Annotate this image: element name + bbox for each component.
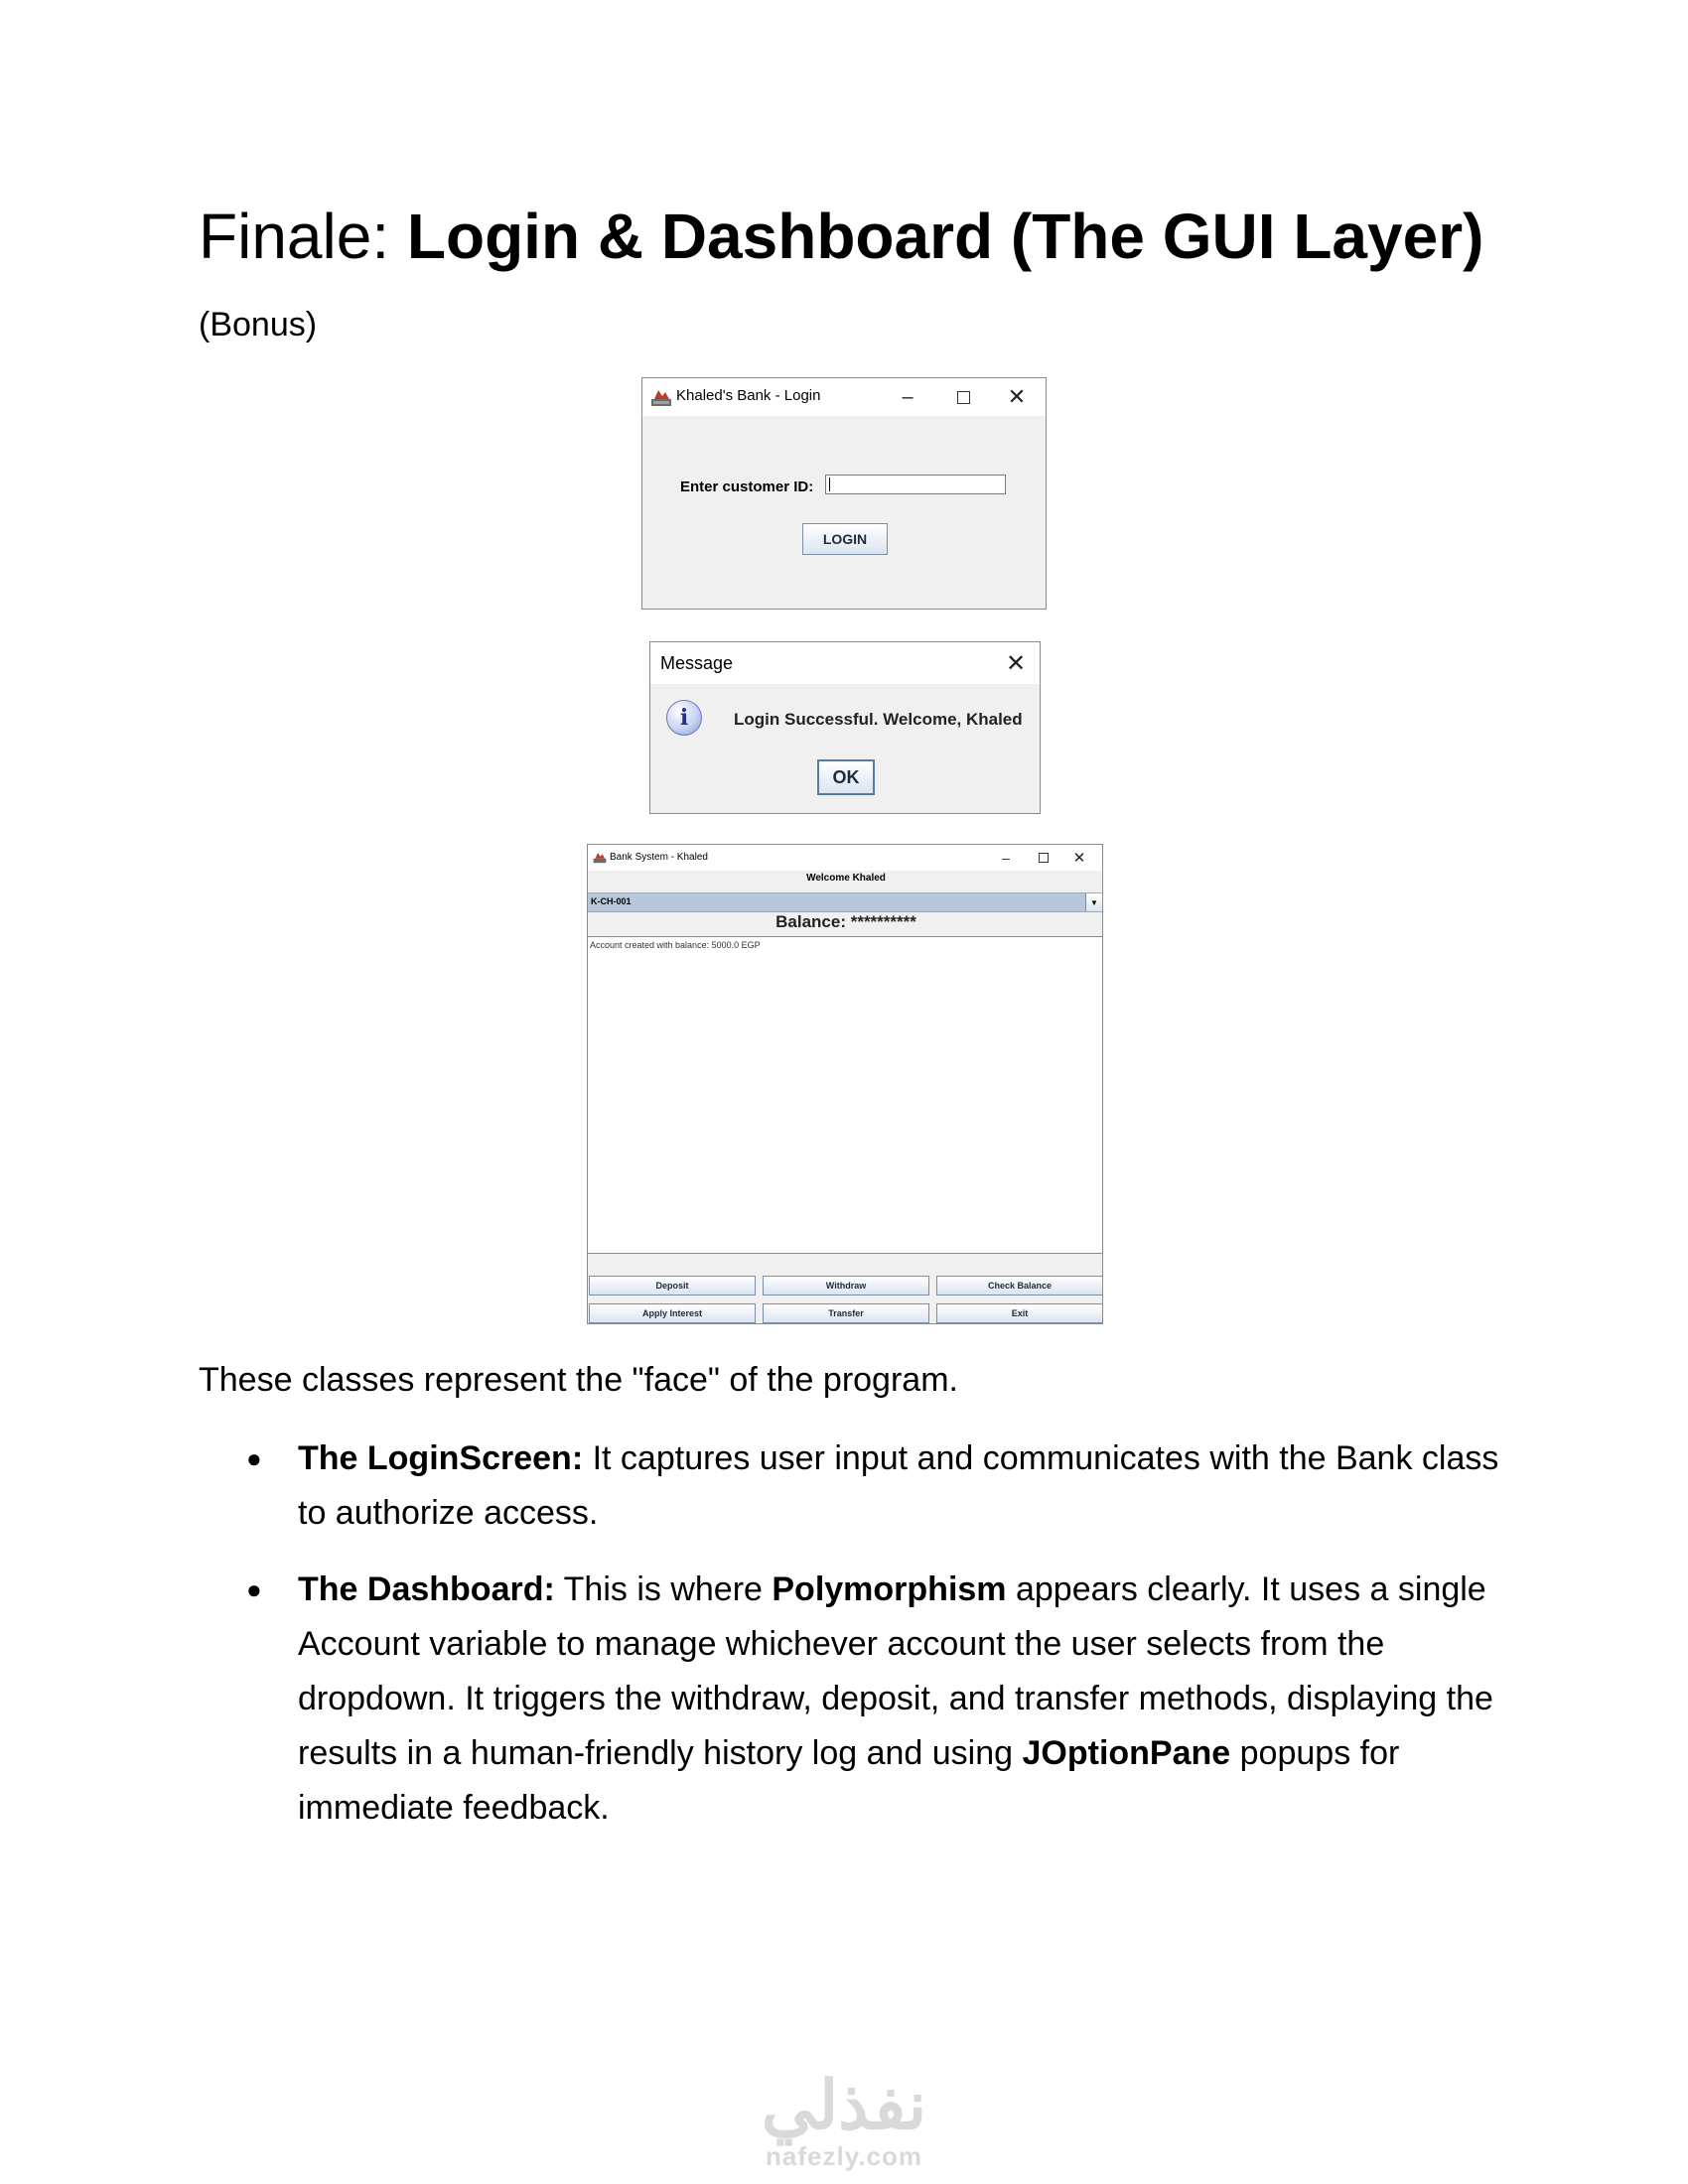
minimize-icon[interactable]: – [902, 385, 914, 408]
close-icon[interactable]: ✕ [1005, 649, 1027, 677]
exit-button[interactable]: Exit [936, 1303, 1103, 1323]
dashboard-window-title: Bank System - Khaled [610, 852, 708, 863]
login-title-bar [642, 378, 1046, 416]
bullet-text: This is where [554, 1570, 773, 1608]
ok-button[interactable]: OK [817, 759, 875, 795]
customer-id-input[interactable] [825, 475, 1006, 494]
message-text: Login Successful. Welcome, Khaled [734, 710, 1023, 729]
history-log[interactable] [588, 936, 1102, 1254]
balance-label: Balance: ********** [775, 912, 916, 931]
bullet-dashboard [246, 1563, 1509, 1836]
page-title [199, 197, 1483, 276]
check-balance-button[interactable]: Check Balance [936, 1276, 1103, 1296]
dashboard-window [587, 844, 1103, 1324]
info-icon: i [666, 700, 702, 736]
welcome-label: Welcome Khaled [806, 873, 886, 884]
message-dialog-title: Message [660, 653, 734, 673]
bullet-text: popups for immediate feedback. [298, 1734, 1400, 1827]
bullet-term: The LoginScreen: [298, 1439, 584, 1477]
bullet-dot: ● [246, 1574, 262, 1604]
watermark-arabic: نفذلي [761, 2068, 927, 2143]
bullet-text: appears clearly. It uses a single Account variable to manage whichever account the user selects from the dropdown. It triggers the withdraw, deposit, and transfer methods, displaying the results in a human-friendly history log and using [298, 1570, 1493, 1772]
page-subtitle: (Bonus) [199, 306, 318, 343]
account-dropdown[interactable] [588, 892, 1102, 912]
maximize-icon[interactable] [1033, 845, 1055, 871]
intro-paragraph: These classes represent the "face" of the program. [199, 1361, 958, 1399]
chevron-down-icon[interactable]: ▼ [1085, 893, 1102, 911]
java-app-icon [593, 851, 607, 864]
bullet-loginscreen [246, 1432, 1509, 1541]
message-title-bar [650, 642, 1040, 684]
account-dropdown-value: K-CH-001 [591, 896, 632, 906]
customer-id-label: Enter customer ID: [680, 478, 814, 495]
dashboard-title-bar [588, 845, 1102, 871]
title-main: Login & Dashboard (The GUI Layer) [406, 201, 1484, 272]
term-joptionpane: JOptionPane [1022, 1734, 1231, 1772]
term-polymorphism: Polymorphism [772, 1570, 1007, 1608]
java-app-icon [650, 387, 672, 407]
title-prefix: Finale: [199, 201, 407, 272]
maximize-icon[interactable] [948, 378, 978, 416]
bullet-dot: ● [246, 1443, 262, 1473]
watermark-latin: nafezly.com [766, 2141, 922, 2171]
login-button[interactable]: LOGIN [802, 523, 888, 555]
minimize-icon[interactable]: – [1002, 850, 1010, 866]
withdraw-button[interactable]: Withdraw [763, 1276, 929, 1296]
log-line: Account created with balance: 5000.0 EGP [590, 940, 761, 950]
login-window [641, 377, 1047, 610]
deposit-button[interactable]: Deposit [589, 1276, 756, 1296]
close-icon[interactable]: ✕ [1007, 384, 1027, 409]
message-dialog [649, 641, 1041, 814]
watermark-logo [735, 2070, 953, 2171]
bullet-text: It captures user input and communicates with the Bank class to authorize access. [298, 1439, 1499, 1532]
transfer-button[interactable]: Transfer [763, 1303, 929, 1323]
login-window-title: Khaled's Bank - Login [676, 387, 821, 404]
apply-interest-button[interactable]: Apply Interest [589, 1303, 756, 1323]
bullet-term: The Dashboard: [298, 1570, 555, 1608]
close-icon[interactable]: ✕ [1072, 850, 1086, 867]
